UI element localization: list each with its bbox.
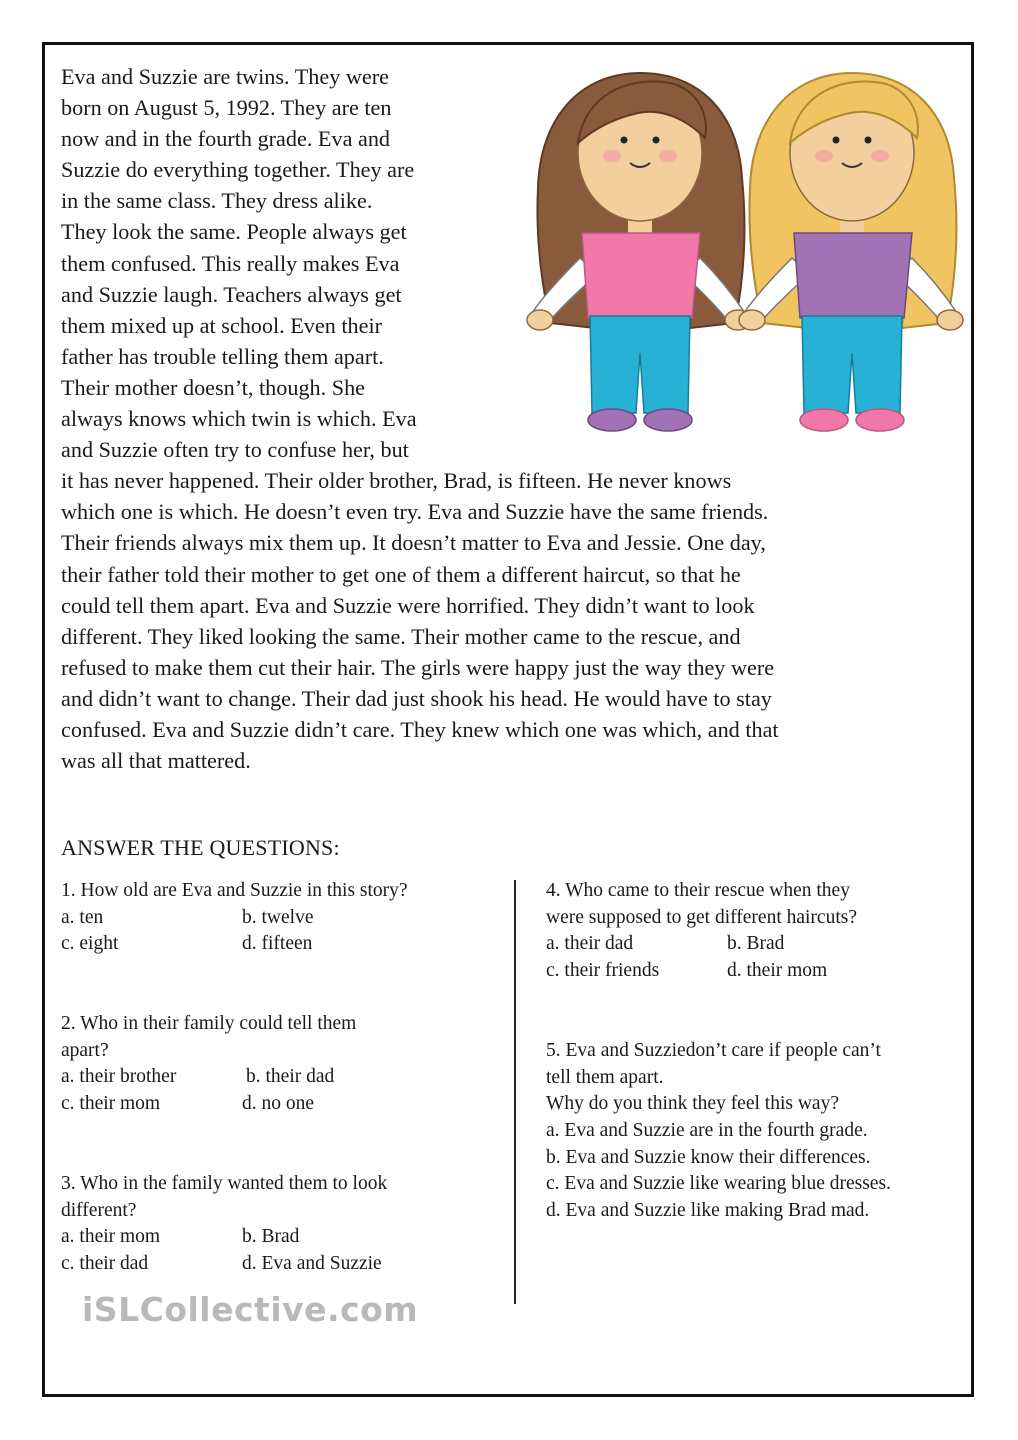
story-line: Their friends always mix them up. It doesn’t matter to Eva and Jessie. One day, xyxy=(61,530,766,556)
option-a: a. Eva and Suzzie are in the fourth grade. xyxy=(546,1120,868,1142)
option-a: a. their dad xyxy=(546,933,634,955)
option-d: d. fifteen xyxy=(242,933,313,955)
story-line: could tell them apart. Eva and Suzzie were horrified. They didn’t want to look xyxy=(61,592,755,618)
question-text: 2. Who in their family could tell them xyxy=(61,1013,357,1034)
story-line: confused. Eva and Suzzie didn’t care. They knew which one was which, and that xyxy=(61,716,779,742)
question-text: 5. Eva and Suzziedon’t care if people can’t xyxy=(546,1040,881,1061)
question-text: 4. Who came to their rescue when they xyxy=(546,880,850,901)
option-b: b. Brad xyxy=(242,1226,300,1248)
story-line: and Suzzie laugh. Teachers always get xyxy=(61,281,402,307)
story-line: Their mother doesn’t, though. She xyxy=(61,374,366,400)
question-text: were supposed to get different haircuts? xyxy=(546,906,857,928)
story-line: them mixed up at school. Even their xyxy=(61,312,383,338)
story-line: it has never happened. Their older brother, Brad, is fifteen. He never knows xyxy=(61,468,732,494)
option-d: d. Eva and Suzzie xyxy=(242,1253,382,1275)
story-line: was all that mattered. xyxy=(61,748,251,774)
option-c: c. Eva and Suzzie like wearing blue dresses. xyxy=(546,1173,891,1195)
story-line: always knows which twin is which. Eva xyxy=(61,406,417,432)
story-line: which one is which. He doesn’t even try. Eva and Suzzie have the same friends. xyxy=(61,499,769,525)
story-line: now and in the fourth grade. Eva and xyxy=(61,126,391,152)
option-d: d. Eva and Suzzie like making Brad mad. xyxy=(546,1200,870,1222)
option-b: b. their dad xyxy=(246,1066,335,1088)
option-a: a. their brother xyxy=(61,1066,177,1088)
question-text: tell them apart. xyxy=(546,1066,664,1088)
story-line: different. They liked looking the same. Their mother came to the rescue, and xyxy=(61,623,741,649)
option-c: c. their dad xyxy=(61,1253,149,1275)
question-text: 1. How old are Eva and Suzzie in this story? xyxy=(61,880,408,901)
option-b: b. Brad xyxy=(727,933,785,955)
option-b: b. twelve xyxy=(242,906,314,928)
question-text: apart? xyxy=(61,1039,109,1061)
option-c: c. their friends xyxy=(546,960,660,982)
answer-heading: ANSWER THE QUESTIONS: xyxy=(61,835,340,860)
story-line: in the same class. They dress alike. xyxy=(61,188,373,214)
question-text: 3. Who in the family wanted them to look xyxy=(61,1173,388,1194)
question-4 xyxy=(546,878,966,985)
question-1 xyxy=(61,878,501,958)
option-d: d. their mom xyxy=(727,960,828,982)
story-line: and didn’t want to change. Their dad just shook his head. He would have to stay xyxy=(61,685,772,711)
story-line: Suzzie do everything together. They are xyxy=(61,157,415,183)
girl-brown-hair xyxy=(527,73,751,431)
story-line: their father told their mother to get one of them a different haircut, so that he xyxy=(61,561,741,587)
question-text: different? xyxy=(61,1199,137,1221)
watermark-logo: iSLCollective.com xyxy=(82,1290,419,1329)
story-line: Eva and Suzzie are twins. They were xyxy=(61,64,389,89)
story-line: They look the same. People always get xyxy=(61,219,407,245)
story-line: born on August 5, 1992. They are ten xyxy=(61,95,392,121)
girl-blonde-hair xyxy=(739,73,963,431)
option-c: c. eight xyxy=(61,933,119,955)
story-line: them confused. This really makes Eva xyxy=(61,250,400,276)
story-line: refused to make them cut their hair. The girls were happy just the way they were xyxy=(61,654,775,680)
option-c: c. their mom xyxy=(61,1093,161,1115)
option-b: b. Eva and Suzzie know their differences. xyxy=(546,1146,871,1168)
option-a: a. ten xyxy=(61,906,104,928)
option-a: a. their mom xyxy=(61,1226,161,1248)
story-line: father has trouble telling them apart. xyxy=(61,343,384,369)
story-line: and Suzzie often try to confuse her, but xyxy=(61,437,409,463)
question-2 xyxy=(61,1011,501,1118)
question-3 xyxy=(61,1171,501,1278)
twins-illustration xyxy=(520,58,975,448)
question-text: Why do you think they feel this way? xyxy=(546,1093,839,1115)
column-divider xyxy=(514,880,516,1304)
option-d: d. no one xyxy=(242,1093,315,1115)
question-5 xyxy=(546,1038,971,1225)
